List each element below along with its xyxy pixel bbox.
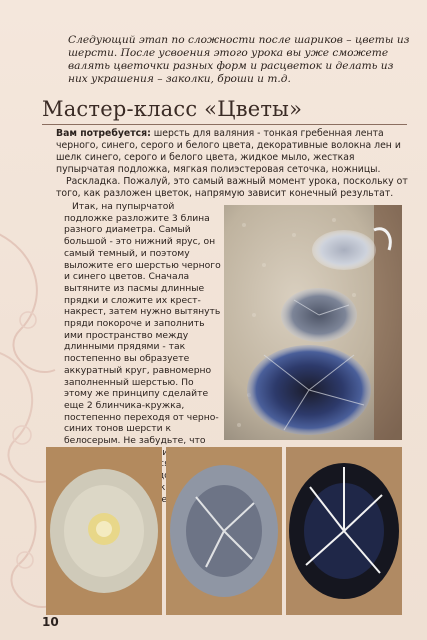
- wool-discs-image: [224, 205, 402, 440]
- felted-flower-image-2: [166, 447, 282, 615]
- step-paragraph: Итак, на пупырчатой подложке разложите 3 блина разного диаметра. Самый большой - это нижний ярус, он самый темный, и поэтому выложите его шерстью черного и синего цветов. Сначала вытяните из пасмы длинные прядки и сложите их крест-накрест, затем нужно вытянуть пряди покороче и заполнить ими пространство между длинными прядями - так постепенно вы образуете аккуратный круг, равномерно заполненный шерстью. По этому же принципу сделайте еще 2 блинчика-кружка, постепенно переходя от черно-синих тонов шерсти к белосерым. Не забудьте, что: [64, 201, 221, 447]
- felted-flower-image-1: [46, 447, 162, 615]
- materials-text: шерсть для валяния - тонкая гребенная лента черного, синего, серого и белого цвета, декоративные волокна лен и шелк синего, серого и белого цвета, жидкое мыло, жесткая пупырчатая подложка, мягкая полиэстеровая сеточка, ножницы.: [56, 128, 401, 175]
- intro-paragraph: Следующий этап по сложности после шариков – цветы из шерсти. После усвоения этого урока вы уже сможете валять цветочки разных форм и расцветок и делать из них украшения – заколки, броши и т.д.: [68, 34, 410, 85]
- felted-flower-image-3: [286, 447, 402, 615]
- layout-paragraph: Раскладка. Пожалуй, это самый важный момент урока, поскольку от того, как разложен цветок, напрямую зависит конечный результат.: [56, 176, 408, 199]
- felted-flower-photo-1: [46, 447, 162, 615]
- materials-paragraph: [56, 128, 408, 176]
- materials-label: Вам потребуется:: [56, 128, 151, 139]
- wool-discs-photo: [224, 205, 402, 440]
- page-number: 10: [42, 615, 59, 629]
- page-title: Мастер-класс «Цветы»: [42, 97, 303, 121]
- title-divider: [42, 124, 407, 125]
- felted-flower-photo-3: [286, 447, 402, 615]
- felted-flower-photo-2: [166, 447, 282, 615]
